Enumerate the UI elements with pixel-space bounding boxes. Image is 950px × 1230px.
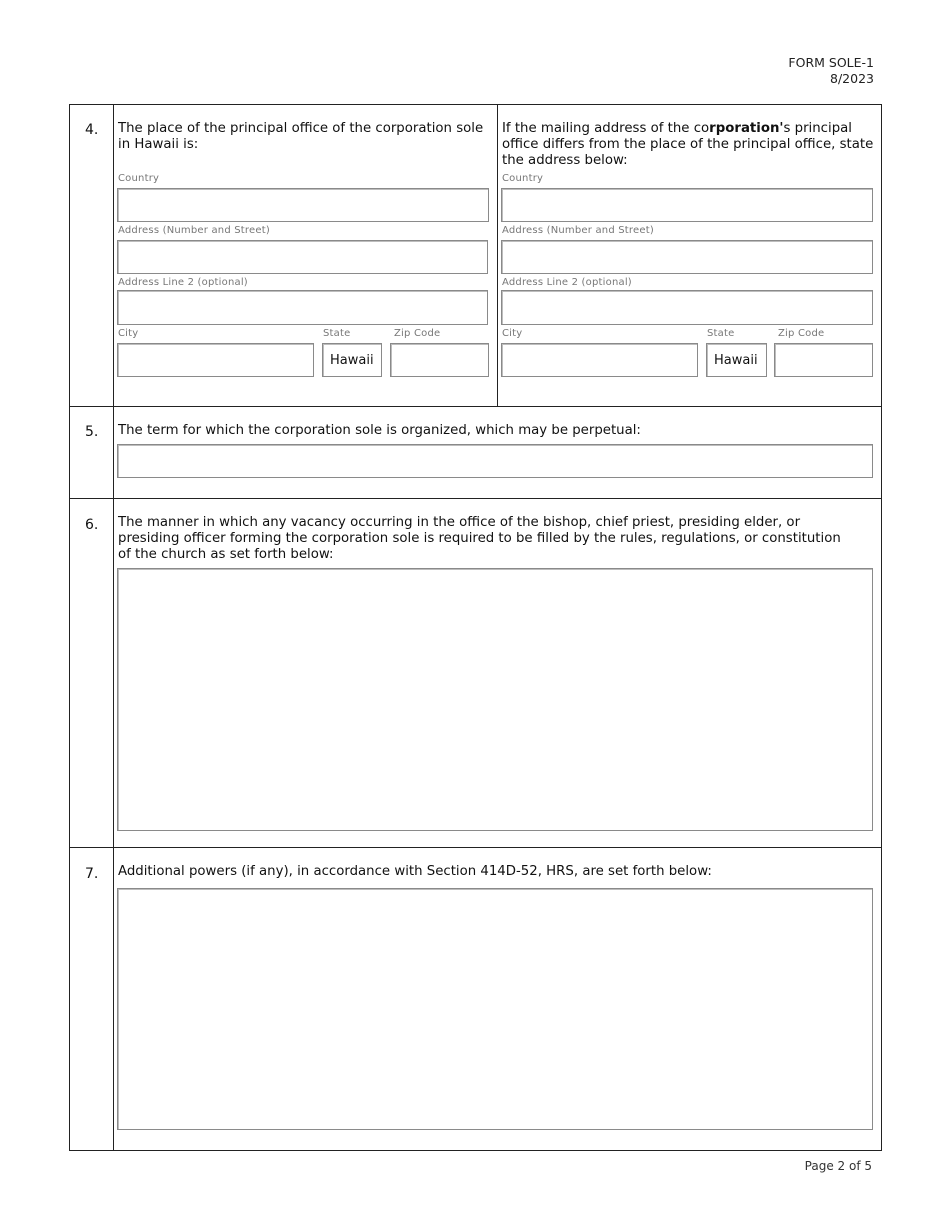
- mailing-country-field[interactable]: [501, 188, 873, 222]
- row-divider: [70, 498, 881, 499]
- address-label: Address (Number and Street): [502, 225, 654, 236]
- state-label: State: [323, 328, 351, 339]
- section4-number: 4.: [85, 122, 99, 138]
- principal-zip-field[interactable]: [390, 343, 489, 377]
- additional-powers-textarea[interactable]: [117, 888, 873, 1130]
- section4-right-question: If the mailing address of the corporation's principal office differs from the place of the principal office, state the address below:: [502, 121, 874, 168]
- principal-address-field[interactable]: [117, 240, 488, 274]
- principal-city-field[interactable]: [117, 343, 314, 377]
- country-label: Country: [502, 173, 544, 184]
- section7-number: 7.: [85, 866, 99, 882]
- section5-question: The term for which the corporation sole is organized, which may be perpetual:: [118, 423, 641, 438]
- section6-number: 6.: [85, 517, 99, 533]
- vacancy-textarea[interactable]: [117, 568, 873, 831]
- mailing-zip-field[interactable]: [774, 343, 873, 377]
- section6-question: The manner in which any vacancy occurring in the office of the bishop, chief priest, presiding elder, or presiding officer forming the corporation sole is required to be filled by the rules, regulations, or constitution of the church as set forth below:: [118, 515, 841, 562]
- section4-left-question: The place of the principal office of the corporation sole in Hawaii is:: [118, 121, 484, 152]
- mailing-address-field[interactable]: [501, 240, 873, 274]
- mailing-address2-field[interactable]: [501, 290, 873, 325]
- city-label: City: [118, 328, 139, 339]
- zip-label: Zip Code: [394, 328, 441, 339]
- section5-number: 5.: [85, 424, 99, 440]
- form-id: FORM SOLE-1: [788, 55, 874, 70]
- address2-label: Address Line 2 (optional): [502, 277, 632, 288]
- number-column-divider: [113, 105, 114, 1150]
- country-label: Country: [118, 173, 160, 184]
- principal-state-field[interactable]: Hawaii: [322, 343, 382, 377]
- principal-country-field[interactable]: [117, 188, 489, 222]
- row-divider: [70, 406, 881, 407]
- city-label: City: [502, 328, 523, 339]
- mailing-city-field[interactable]: [501, 343, 698, 377]
- principal-address2-field[interactable]: [117, 290, 488, 325]
- form-date: 8/2023: [830, 71, 874, 86]
- state-label: State: [707, 328, 735, 339]
- address2-label: Address Line 2 (optional): [118, 277, 248, 288]
- term-field[interactable]: [117, 444, 873, 478]
- mailing-state-field[interactable]: Hawaii: [706, 343, 767, 377]
- section4-column-divider: [497, 105, 498, 407]
- page-number: Page 2 of 5: [804, 1159, 872, 1173]
- zip-label: Zip Code: [778, 328, 825, 339]
- section7-question: Additional powers (if any), in accordance with Section 414D-52, HRS, are set forth below:: [118, 864, 712, 879]
- row-divider: [70, 847, 881, 848]
- address-label: Address (Number and Street): [118, 225, 270, 236]
